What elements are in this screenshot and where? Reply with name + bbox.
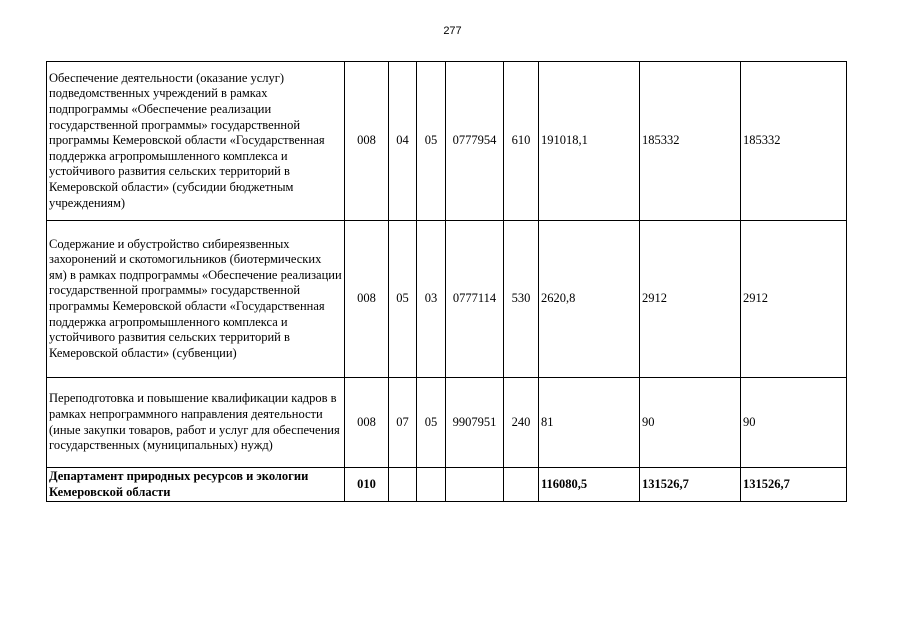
amount-year-1: 2620,8: [539, 221, 640, 378]
amount-year-2: 90: [640, 378, 741, 468]
table-row-total: [47, 468, 847, 502]
ministry-code: 008: [345, 221, 389, 378]
row-description: Департамент природных ресурсов и экологии Кемеровской области: [47, 468, 345, 502]
target-code: 9907951: [446, 378, 504, 468]
expense-type-code: 610: [504, 62, 539, 221]
subsection-code: [417, 468, 446, 502]
target-code: 0777954: [446, 62, 504, 221]
row-description: Обеспечение деятельности (оказание услуг) подведомственных учреждений в рамках подпрограммы «Обеспечение реализации государственной программы» государственной программы Кемеровской области «Государственная поддержка агропромышленного комплекса и устойчивого развития сельских территорий в Кемеровской области» (субсидии бюджетным учреждениям): [47, 62, 345, 221]
expense-type-code: 530: [504, 221, 539, 378]
table-row: [47, 378, 847, 468]
section-code: 04: [389, 62, 417, 221]
amount-year-1: 191018,1: [539, 62, 640, 221]
amount-year-2: 2912: [640, 221, 741, 378]
expense-type-code: [504, 468, 539, 502]
subsection-code: 03: [417, 221, 446, 378]
amount-year-1: 81: [539, 378, 640, 468]
amount-year-2: 131526,7: [640, 468, 741, 502]
amount-year-3: 90: [741, 378, 847, 468]
subsection-code: 05: [417, 378, 446, 468]
amount-year-1: 116080,5: [539, 468, 640, 502]
table-row: [47, 221, 847, 378]
budget-table: [46, 61, 847, 502]
subsection-code: 05: [417, 62, 446, 221]
ministry-code: 010: [345, 468, 389, 502]
target-code: 0777114: [446, 221, 504, 378]
page-number: 277: [443, 25, 462, 37]
row-description: Содержание и обустройство сибиреязвенных захоронений и скотомогильников (биотермических ям) в рамках подпрограммы «Обеспечение реализации государственной программы» государственной программы Кемеровской области «Государственная поддержка агропромышленного комплекса и устойчивого развития сельских территорий в Кемеровской области» (субвенции): [47, 221, 345, 378]
amount-year-3: 185332: [741, 62, 847, 221]
section-code: [389, 468, 417, 502]
section-code: 07: [389, 378, 417, 468]
target-code: [446, 468, 504, 502]
row-description: Переподготовка и повышение квалификации кадров в рамках непрограммного направления деятельности (иные закупки товаров, работ и услуг для обеспечения государственных (муниципальных) нужд): [47, 378, 345, 468]
ministry-code: 008: [345, 378, 389, 468]
amount-year-2: 185332: [640, 62, 741, 221]
table-row: [47, 62, 847, 221]
ministry-code: 008: [345, 62, 389, 221]
amount-year-3: 2912: [741, 221, 847, 378]
expense-type-code: 240: [504, 378, 539, 468]
amount-year-3: 131526,7: [741, 468, 847, 502]
section-code: 05: [389, 221, 417, 378]
